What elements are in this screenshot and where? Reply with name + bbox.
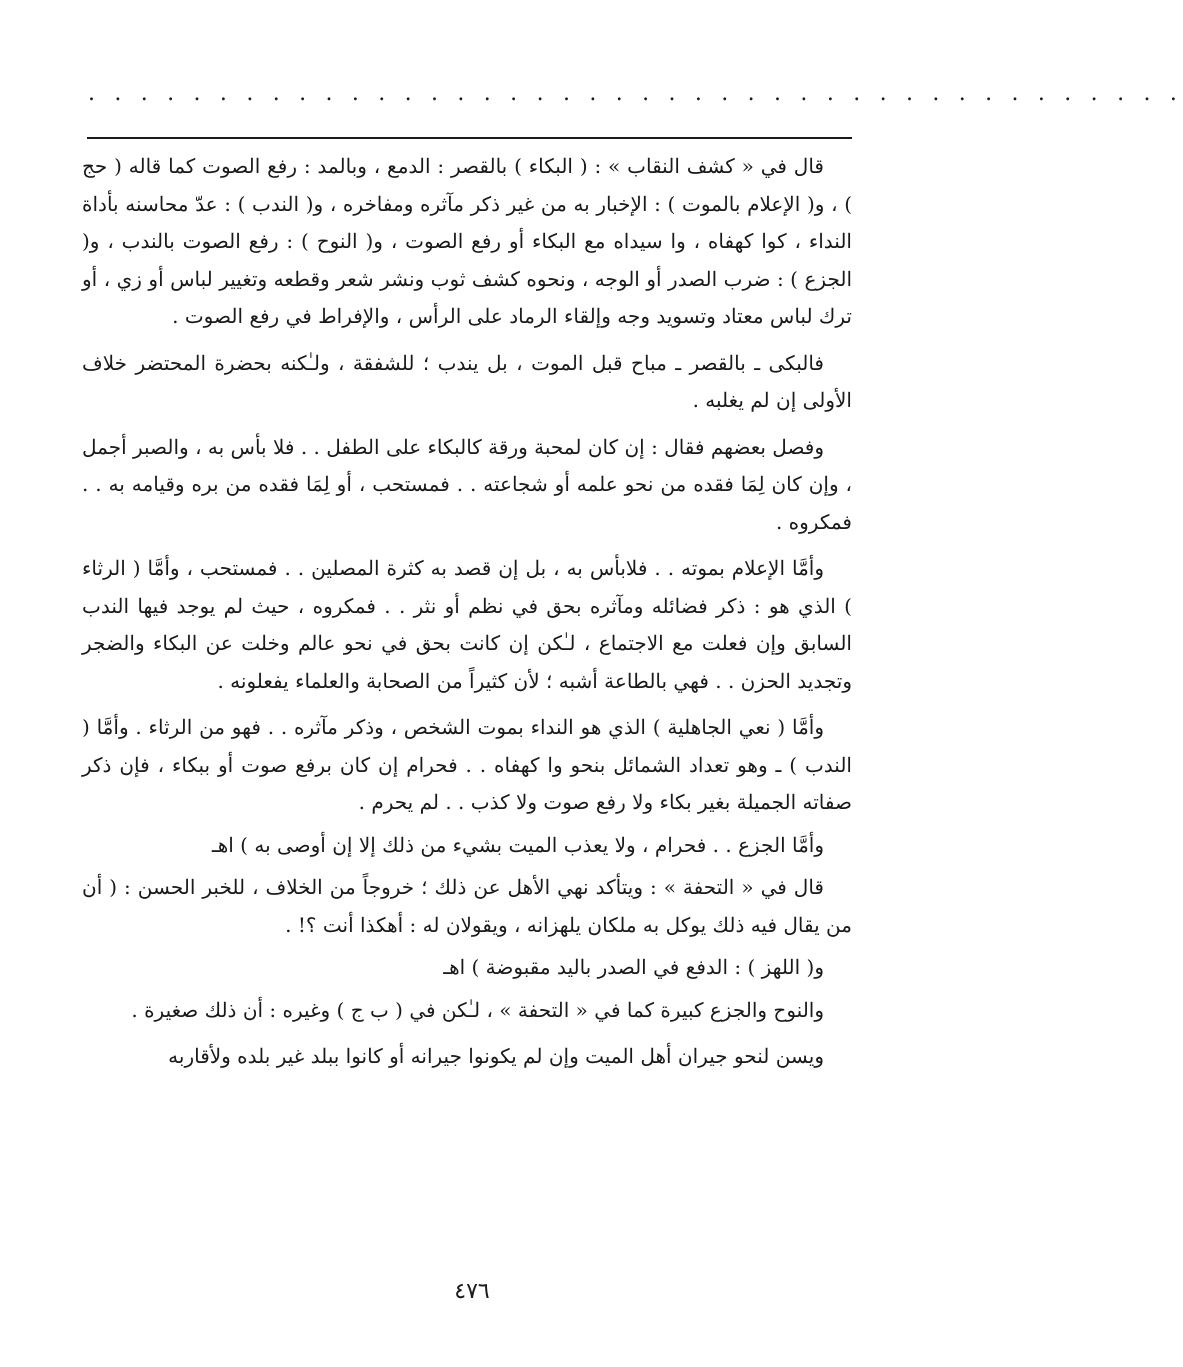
paragraph-tuhfa: قال في « التحفة » : ويتأكد نهي الأهل عن ذلك ؛ خروجاً من الخلاف ، للخبر الحسن : ( أن من يقال فيه ذلك يوكل به ملكان يلهزانه ، ويقولان له : أهكذا أنت ؟! .: [82, 875, 852, 937]
paragraph-nawh: والنوح والجزع كبيرة كما في « التحفة » ، لـٰكن في ( ب ج ) وغيره : أن ذلك صغيرة .: [131, 997, 824, 1022]
paragraph-ilam: وأمَّا الإعلام بموته . . فلابأس به ، بل إن قصد به كثرة المصلين . . فمستحب ، وأمَّا ( الرثاء ) الذي هو : ذكر فضائله ومآثره بحق في نظم أو نثر . . فمكروه ، حيث لم يوجد فيها الندب السابق وإن فعلت مع الاجتماع ، لـٰكن إن كانت بحق في نحو عالم وخلت عن البكاء والضجر وتجديد الحزن . . فهي بالطاعة أشبه ؛ لأن كثيراً من الصحابة والعلماء يفعلونه .: [82, 556, 852, 693]
header-rule: [87, 137, 852, 139]
paragraph-kashf-alniqab: قال في « كشف النقاب » : ( البكاء ) بالقصر : الدمع ، وبالمد : رفع الصوت كما قاله ( حج ) ، و( الإعلام بالموت ) : الإخبار به من غير ذكر مآثره ومفاخره ، و( الندب ) : عدّ محاسنه بأداة النداء ، كوا كهفاه ، وا سيداه مع البكاء أو رفع الصوت ، و( النوح ) : رفع الصوت بالندب ، و( الجزع ) : ضرب الصدر أو الوجه ، ونحوه كشف ثوب ونشر شعر وقطعه وتغيير لباس أو زي ، أو ترك لباس معتاد وتسويد وجه وإلقاء الرماد على الرأس ، والإفراط في رفع الصوت .: [82, 154, 852, 328]
page-number: ٤٧٦: [454, 1279, 490, 1304]
page-body: [82, 148, 852, 1076]
paragraph-jaza: وأمَّا الجزع . . فحرام ، ولا يعذب الميت بشيء من ذلك إلا إن أوصى به ) اهـ: [211, 832, 824, 857]
paragraph-buka: فالبكى ـ بالقصر ـ مباح قبل الموت ، بل يندب ؛ للشفقة ، ولـٰكنه بحضرة المحتضر خلاف الأولى إن لم يغلبه .: [82, 350, 852, 412]
header-dotted-line: . . . . . . . . . . . . . . . . . . . . . . . . . . . . . . . . . . . . . . . . . .: [88, 81, 1183, 106]
paragraph-jiran: ويسن لنحو جيران أهل الميت وإن لم يكونوا جيرانه أو كانوا ببلد غير بلده ولأقاربه: [168, 1044, 824, 1068]
paragraph-nai-aljahiliya: وأمَّا ( نعي الجاهلية ) الذي هو النداء بموت الشخص ، وذكر مآثره . . فهو من الرثاء . وأمَّا ( الندب ) ـ وهو تعداد الشمائل بنحو وا كهفاه . . فحرام إن كان برفع صوت أو ببكاء ، فإن ذكر صفاته الجميلة بغير بكاء ولا رفع صوت ولا كذب . . لم يحرم .: [82, 715, 852, 814]
paragraph-tafsil: وفصل بعضهم فقال : إن كان لمحبة ورقة كالبكاء على الطفل . . فلا بأس به ، والصبر أجمل ، وإن كان لِمَا فقده من نحو علمه أو شجاعته . . فمستحب ، أو لِمَا فقده من بره وقيامه به . . فمكروه .: [82, 434, 852, 534]
paragraph-lahz: و( اللهز ) : الدفع في الصدر باليد مقبوضة ) اهـ: [443, 955, 824, 979]
